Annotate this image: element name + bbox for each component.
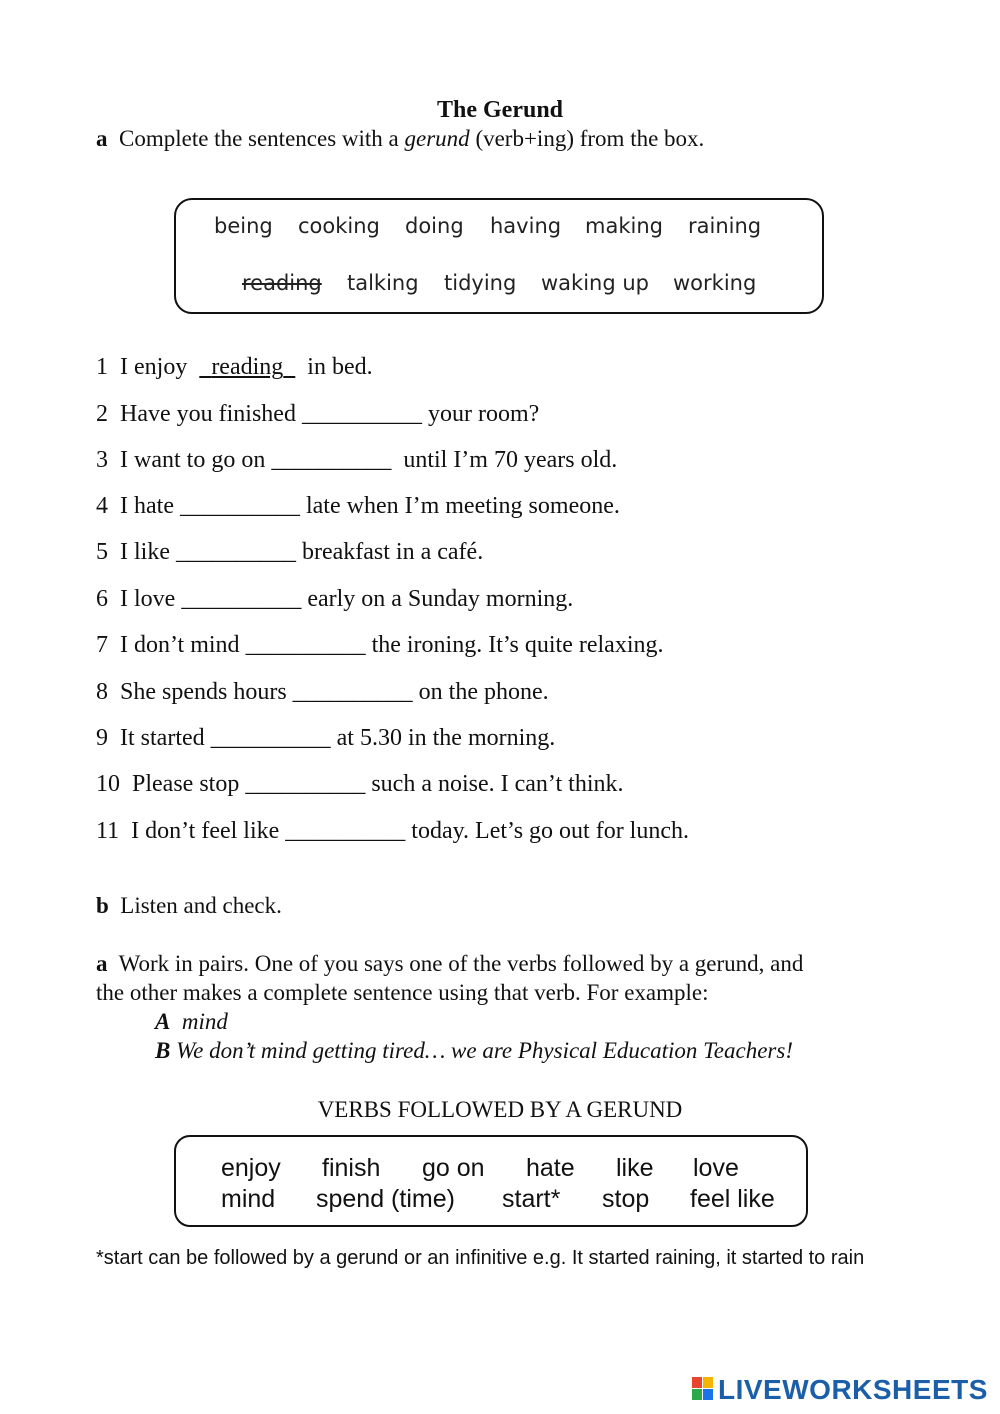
sentence-before: I like — [120, 539, 170, 565]
sentence-number: 10 — [96, 771, 120, 797]
sentence-before: Have you finished — [120, 401, 296, 427]
word-option: having — [490, 214, 562, 238]
word-option: tidying — [444, 271, 517, 295]
part-a-text-2: (verb+ing) from the box. — [475, 126, 705, 151]
example-b — [155, 1038, 793, 1064]
sentence-after: the ironing. It’s quite relaxing. — [371, 632, 664, 658]
sentence-before: I love — [120, 586, 176, 612]
sentence-after: your room? — [427, 401, 540, 427]
sentence-3 — [96, 447, 617, 474]
verb-item: love — [693, 1154, 739, 1182]
answer-blank[interactable]: __________ — [181, 586, 302, 612]
verb-item: hate — [526, 1154, 575, 1182]
sentence-before: I enjoy — [120, 354, 188, 380]
sentence-after: today. Let’s go out for lunch. — [411, 818, 690, 844]
sentence-before: I don’t mind — [120, 632, 240, 658]
footnote: *start can be followed by a gerund or an infinitive e.g. It started raining, it started to rain — [96, 1247, 865, 1269]
example-a-text: mind — [181, 1009, 228, 1034]
sentence-after: breakfast in a café. — [301, 539, 484, 565]
word-option: making — [585, 214, 663, 238]
sentence-before: I don’t feel like — [131, 818, 280, 844]
answer-blank[interactable]: __________ — [245, 632, 366, 658]
answer-blank[interactable]: __________ — [271, 447, 392, 473]
sentence-1 — [96, 354, 373, 381]
word-option: working — [673, 271, 757, 295]
sentence-before: I hate — [120, 493, 174, 519]
answer-blank[interactable]: __________ — [245, 771, 366, 797]
part-b-label: b — [96, 893, 109, 918]
word-option: being — [214, 214, 273, 238]
sentence-before: I want to go on — [120, 447, 266, 473]
sentence-after: such a noise. I can’t think. — [371, 771, 624, 797]
verb-item: feel like — [690, 1185, 775, 1213]
verb-item: finish — [322, 1154, 381, 1182]
sentence-number: 11 — [96, 818, 120, 844]
verb-item: enjoy — [221, 1154, 281, 1182]
pairs-instructions-line-2: the other makes a complete sentence using that verb. For example: — [96, 980, 709, 1005]
answer-blank[interactable]: __________ — [292, 679, 413, 705]
sentence-number: 9 — [96, 725, 108, 751]
sentence-7 — [96, 632, 664, 659]
sentence-after: early on a Sunday morning. — [307, 586, 574, 612]
example-answer: reading — [211, 354, 284, 380]
verb-item: stop — [602, 1185, 650, 1213]
pairs-text-1: Work in pairs. One of you says one of the verbs followed by a gerund, and — [118, 951, 804, 976]
sentence-5 — [96, 539, 483, 566]
verbs-heading: VERBS FOLLOWED BY A GERUND — [317, 1097, 683, 1122]
word-option-used: reading — [242, 271, 322, 295]
answer-blank[interactable]: __________ — [210, 725, 331, 751]
word-option: doing — [405, 214, 464, 238]
answer-blank[interactable]: __________ — [179, 493, 300, 519]
part-a-text-emphasis: gerund — [404, 126, 470, 151]
sentence-after: on the phone. — [418, 679, 549, 705]
example-a — [155, 1009, 228, 1035]
answer-blank[interactable]: __________ — [285, 818, 406, 844]
liveworksheets-icon — [692, 1377, 714, 1401]
verb-item: spend (time) — [316, 1185, 455, 1213]
example-b-text: We don’t mind getting tired… we are Physical Education Teachers! — [176, 1038, 793, 1063]
word-box — [174, 198, 824, 314]
answer-blank[interactable]: __________ — [301, 401, 422, 427]
verb-item: go on — [422, 1154, 485, 1182]
word-option: talking — [347, 271, 419, 295]
sentence-4 — [96, 493, 620, 520]
sentence-6 — [96, 586, 573, 613]
word-option: raining — [688, 214, 762, 238]
sentence-11 — [96, 818, 689, 845]
answer-blank[interactable]: __________ — [175, 539, 296, 565]
page-title: The Gerund — [436, 97, 564, 123]
pairs-instructions-line-1 — [96, 951, 803, 977]
sentence-after: until I’m 70 years old. — [403, 447, 618, 473]
sentence-10 — [96, 771, 624, 798]
sentence-after: late when I’m meeting someone. — [305, 493, 620, 519]
sentence-number: 8 — [96, 679, 108, 705]
sentence-number: 3 — [96, 447, 108, 473]
part-b-instructions — [96, 893, 282, 919]
example-a-label: A — [155, 1009, 171, 1034]
sentence-9 — [96, 725, 555, 752]
sentence-number: 7 — [96, 632, 108, 658]
sentence-number: 5 — [96, 539, 108, 565]
sentence-8 — [96, 679, 549, 706]
sentence-before: She spends hours — [120, 679, 287, 705]
sentence-number: 2 — [96, 401, 108, 427]
verb-item: mind — [221, 1185, 276, 1213]
sentence-number: 4 — [96, 493, 108, 519]
pairs-label: a — [96, 951, 108, 976]
sentence-number: 1 — [96, 354, 108, 380]
brand-name: LIVEWORKSHEETS — [718, 1374, 988, 1405]
sentence-number: 6 — [96, 586, 108, 612]
verb-item: start* — [502, 1185, 561, 1213]
part-a-instructions — [96, 126, 704, 152]
part-a-text-1: Complete the sentences with a — [119, 126, 399, 151]
verb-item: like — [616, 1154, 654, 1182]
word-option: waking up — [541, 271, 649, 295]
part-a-label: a — [96, 126, 108, 151]
sentence-after: in bed. — [307, 354, 373, 380]
sentence-before: It started — [120, 725, 205, 751]
example-b-label: B — [155, 1038, 171, 1063]
part-b-text: Listen and check. — [120, 893, 282, 918]
sentence-2 — [96, 401, 539, 428]
sentence-after: at 5.30 in the morning. — [336, 725, 556, 751]
word-option: cooking — [298, 214, 380, 238]
sentence-before: Please stop — [132, 771, 240, 797]
verbs-box — [174, 1135, 808, 1227]
